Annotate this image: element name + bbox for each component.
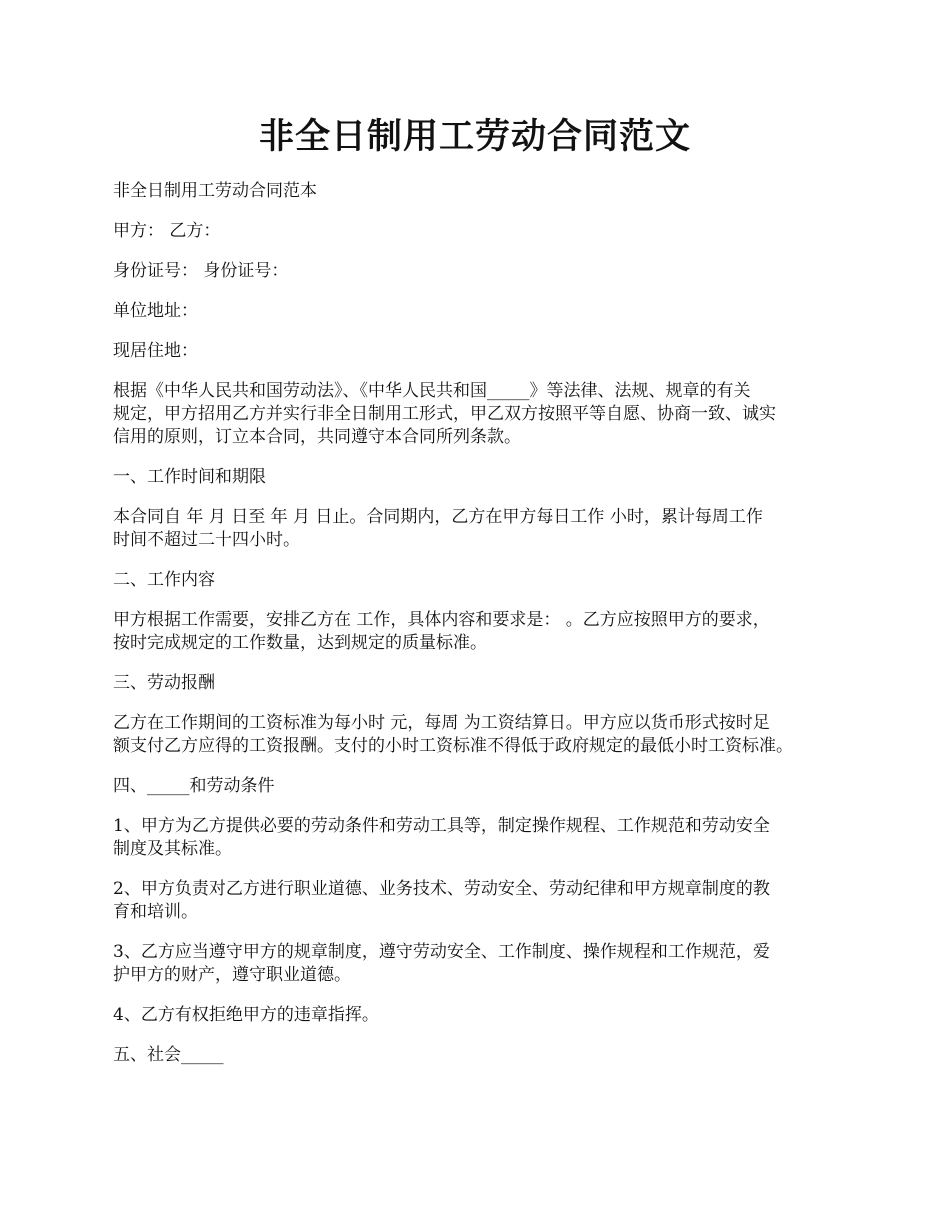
section-heading-4	[113, 775, 853, 798]
text-line: 非全日制用工劳动合同范本	[113, 181, 317, 201]
text-line: 根据《中华人民共和国劳动法》、《中华人民共和国_____》等法律、法规、规章的有关	[113, 381, 751, 401]
clause-1	[113, 815, 853, 861]
paragraph-id-numbers	[113, 260, 853, 283]
text-line: 三、劳动报酬	[113, 673, 215, 693]
document-body	[113, 180, 853, 1084]
paragraph-work-content	[113, 609, 853, 655]
text-line: 制度及其标准。	[113, 839, 232, 859]
paragraph-subtitle	[113, 180, 853, 203]
text-line: 护甲方的财产，遵守职业道德。	[113, 965, 351, 985]
paragraph-work-time	[113, 506, 853, 552]
section-heading-2	[113, 569, 853, 592]
text-line: 4、乙方有权拒绝甲方的违章指挥。	[113, 1005, 379, 1025]
section-heading-1	[113, 466, 853, 489]
text-line: 现居住地：	[113, 341, 198, 361]
text-line: 1、甲方为乙方提供必要的劳动条件和劳动工具等，制定操作规程、工作规范和劳动安全	[113, 816, 770, 836]
text-line: 规定，甲方招用乙方并实行非全日制用工形式，甲乙双方按照平等自愿、协商一致、诚实	[113, 404, 776, 424]
text-line: 乙方在工作期间的工资标准为每小时 元，每周 为工资结算日。甲方应以货币形式按时足	[113, 713, 770, 733]
paragraph-residence	[113, 340, 853, 363]
text-line: 甲方： 乙方：	[113, 221, 221, 241]
text-line: 本合同自 年 月 日至 年 月 日止。合同期内，乙方在甲方每日工作 小时，累计每周工作	[113, 507, 763, 527]
text-line: 四、_____和劳动条件	[113, 776, 275, 796]
text-line: 按时完成规定的工作数量，达到规定的质量标准。	[113, 633, 487, 653]
clause-4	[113, 1004, 853, 1027]
paragraph-company-address	[113, 300, 853, 323]
text-line: 甲方根据工作需要，安排乙方在 工作，具体内容和要求是： 。乙方应按照甲方的要求，	[113, 610, 770, 630]
text-line: 3、乙方应当遵守甲方的规章制度，遵守劳动安全、工作制度、操作规程和工作规范，爱	[113, 942, 770, 962]
section-heading-3	[113, 672, 853, 695]
section-heading-5	[113, 1044, 853, 1067]
text-line: 单位地址：	[113, 301, 198, 321]
paragraph-parties	[113, 220, 853, 243]
text-line: 二、工作内容	[113, 570, 215, 590]
text-line: 身份证号： 身份证号：	[113, 261, 289, 281]
clause-3	[113, 941, 853, 987]
clause-2	[113, 878, 853, 924]
text-line: 信用的原则，订立本合同，共同遵守本合同所列条款。	[113, 427, 521, 447]
text-line: 时间不超过二十四小时。	[113, 530, 300, 550]
text-line: 育和培训。	[113, 902, 198, 922]
text-line: 额支付乙方应得的工资报酬。支付的小时工资标准不得低于政府规定的最低小时工资标准。	[113, 736, 793, 756]
paragraph-preamble	[113, 380, 853, 449]
text-line: 2、甲方负责对乙方进行职业道德、业务技术、劳动安全、劳动纪律和甲方规章制度的教	[113, 879, 770, 899]
paragraph-remuneration	[113, 712, 853, 758]
document-title: 非全日制用工劳动合同范文	[258, 116, 691, 157]
text-line: 一、工作时间和期限	[113, 467, 266, 487]
text-line: 五、社会_____	[113, 1045, 224, 1065]
